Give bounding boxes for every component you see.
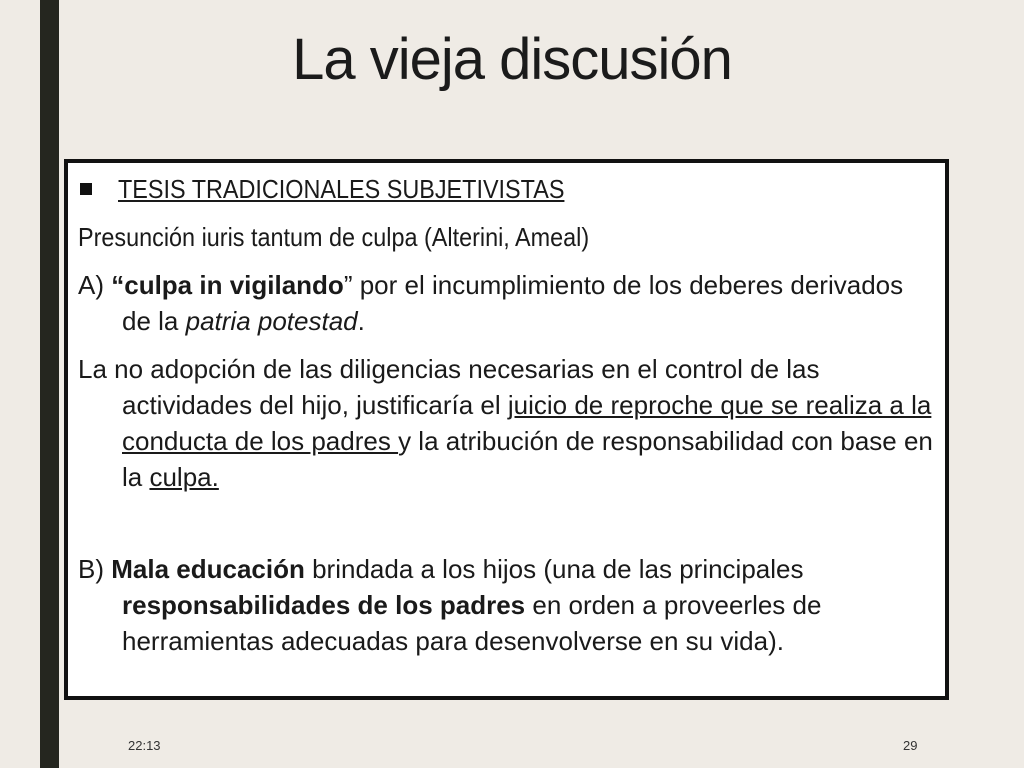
paragraph-la-mid: y la atribución de responsabilidad con base en la bbox=[122, 426, 933, 492]
paragraph-b-mid1: brindada a los hijos (una de las principales bbox=[304, 554, 804, 584]
paragraph-a-italic: patria potestad bbox=[185, 306, 358, 336]
content-box bbox=[64, 159, 949, 700]
paragraph-b-end: en orden a proveerles de herramientas adecuadas para desenvolverse en su vida). bbox=[122, 590, 822, 656]
footer-page-number: 29 bbox=[903, 738, 918, 753]
paragraph-la bbox=[78, 351, 937, 495]
paragraph-la-underlined-bold: juicio de reproche que se realiza a la conducta de los padres bbox=[122, 390, 932, 456]
paragraph-a-bold: culpa in vigilando bbox=[124, 270, 344, 300]
paragraph-b-prefix: B) bbox=[78, 554, 112, 584]
footer-time: 22:13 bbox=[128, 738, 161, 753]
paragraph-la-start: La no adopción de las diligencias necesarias en el control de las actividades del hijo, justificaría el bbox=[78, 354, 820, 420]
section-heading: TESIS TRADICIONALES SUBJETIVISTAS bbox=[118, 174, 565, 204]
heading-row bbox=[78, 171, 937, 207]
paragraph-la-underlined: culpa. bbox=[149, 462, 219, 492]
paragraph-a-end: . bbox=[357, 306, 365, 336]
paragraph-a bbox=[78, 267, 937, 339]
slide-title: La vieja discusión bbox=[292, 27, 732, 92]
paragraph-b bbox=[78, 551, 937, 659]
square-bullet-icon bbox=[80, 183, 92, 195]
paragraph-a-quote-close: ” bbox=[343, 270, 353, 300]
subheading: Presunción iuris tantum de culpa (Alterini, Ameal) bbox=[78, 222, 590, 252]
paragraph-b-bold2: responsabilidades de los padres bbox=[122, 590, 526, 620]
left-accent-bar bbox=[40, 0, 59, 768]
paragraph-a-mid: por el incumplimiento de los deberes derivados de la bbox=[122, 270, 904, 336]
paragraph-a-prefix: A) bbox=[78, 270, 112, 300]
paragraph-b-bold1: Mala educación bbox=[111, 554, 305, 584]
paragraph-a-quote-open: “ bbox=[111, 270, 125, 300]
